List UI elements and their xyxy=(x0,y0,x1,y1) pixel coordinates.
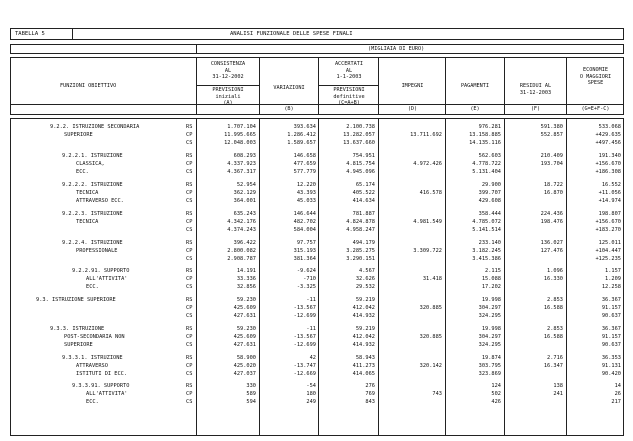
table-cell: 4.778.722 xyxy=(472,161,501,167)
row-code: CP xyxy=(186,276,193,282)
table-cell: 1.209 xyxy=(605,276,621,282)
table-cell: 426 xyxy=(491,399,501,405)
table-cell: 743 xyxy=(432,391,442,397)
row-code: RS xyxy=(186,240,193,246)
table-cell: 198.807 xyxy=(598,211,621,217)
table-cell: 13.637.660 xyxy=(343,140,375,146)
table-label: TABELLA 5 xyxy=(15,31,45,37)
row-code: CP xyxy=(186,391,193,397)
table-cell: 12.220 xyxy=(296,182,316,188)
table-cell: 425.609 xyxy=(233,334,256,340)
table-cell: 15.088 xyxy=(481,276,501,282)
table-cell: 138 xyxy=(553,383,563,389)
row-label: 9.3.3.1. ISTRUZIONE xyxy=(62,355,123,361)
table-cell: 4.337.923 xyxy=(227,161,256,167)
table-cell: 249 xyxy=(306,399,316,405)
table-cell: 13.282.057 xyxy=(343,132,375,138)
row-label: TECNICA xyxy=(76,219,99,225)
header-residui: RESIDUI AL 31-12-2003 xyxy=(519,83,552,96)
table-cell: 14.135.116 xyxy=(469,140,501,146)
table-cell: 303.795 xyxy=(478,363,501,369)
table-cell: 976.281 xyxy=(478,124,501,130)
table-cell: +14.974 xyxy=(598,198,621,204)
table-cell: 16.347 xyxy=(543,363,563,369)
table-cell: 414.932 xyxy=(352,342,375,348)
table-cell: 3.415.386 xyxy=(472,256,501,262)
table-cell: 36.367 xyxy=(601,326,621,332)
table-cell: 324.295 xyxy=(478,342,501,348)
table-cell: 16.330 xyxy=(543,276,563,282)
table-cell: 482.702 xyxy=(293,219,316,225)
row-code: RS xyxy=(186,268,193,274)
table-cell: -12.669 xyxy=(293,371,316,377)
table-cell: 11.995.665 xyxy=(224,132,256,138)
table-cell: 14 xyxy=(614,383,621,389)
table-cell: 405.522 xyxy=(352,190,375,196)
table-cell: -13.567 xyxy=(293,334,316,340)
table-cell: 358.444 xyxy=(478,211,501,217)
table-cell: 180 xyxy=(306,391,316,397)
row-label: SUPERIORE xyxy=(64,342,93,348)
row-code: CS xyxy=(186,227,193,233)
table-title: ANALISI FUNZIONALE DELLE SPESE FINALI xyxy=(230,31,353,37)
row-code: CP xyxy=(186,248,193,254)
row-label: SUPERIORE xyxy=(64,132,93,138)
table-cell: 29.532 xyxy=(355,284,375,290)
row-code: CS xyxy=(186,256,193,262)
table-cell: 584.004 xyxy=(293,227,316,233)
table-cell: 4.981.549 xyxy=(413,219,442,225)
table-cell: 97.757 xyxy=(296,240,316,246)
table-cell: 17.202 xyxy=(481,284,501,290)
table-cell: 427.631 xyxy=(233,313,256,319)
table-cell: 320.885 xyxy=(419,334,442,340)
table-cell: 754.951 xyxy=(352,153,375,159)
header-economie-code: (G=E+F-C) xyxy=(581,106,610,112)
header-residui-code: (F) xyxy=(530,106,541,112)
row-code: RS xyxy=(186,326,193,332)
table-cell: 562.603 xyxy=(478,153,501,159)
table-cell: 233.140 xyxy=(478,240,501,246)
table-cell: 477.659 xyxy=(293,161,316,167)
table-cell: 608.293 xyxy=(233,153,256,159)
row-label: ATTRAVERSO xyxy=(76,363,108,369)
table-cell: 90.420 xyxy=(601,371,621,377)
table-cell: 19.998 xyxy=(481,326,501,332)
table-cell: 635.243 xyxy=(233,211,256,217)
table-cell: 315.193 xyxy=(293,248,316,254)
row-label: 9.3.3.91. SUPPORTO xyxy=(72,383,130,389)
table-cell: 3.285.275 xyxy=(346,248,375,254)
table-cell: 4.972.426 xyxy=(413,161,442,167)
header-variazioni: VARIAZIONI xyxy=(273,85,305,91)
table-cell: 5.141.514 xyxy=(472,227,501,233)
row-code: CP xyxy=(186,132,193,138)
row-code: CP xyxy=(186,305,193,311)
table-cell: 414.634 xyxy=(352,198,375,204)
table-cell: 330 xyxy=(246,383,256,389)
table-cell: 4.824.878 xyxy=(346,219,375,225)
table-cell: 136.027 xyxy=(540,240,563,246)
table-cell: 146.644 xyxy=(293,211,316,217)
table-cell: 502 xyxy=(491,391,501,397)
table-cell: 26 xyxy=(614,391,621,397)
table-cell: +156.670 xyxy=(595,219,621,225)
table-cell: 146.658 xyxy=(293,153,316,159)
table-cell: 13.158.885 xyxy=(469,132,501,138)
table-cell: 198.476 xyxy=(540,219,563,225)
header-impegni: IMPEGNI xyxy=(401,83,424,89)
table-cell: 4.367.317 xyxy=(227,169,256,175)
table-cell: 425.020 xyxy=(233,363,256,369)
row-label: ALL'ATTIVITA' xyxy=(86,276,128,282)
table-cell: 4.567 xyxy=(359,268,375,274)
table-cell: 45.033 xyxy=(296,198,316,204)
table-cell: 3.309.722 xyxy=(413,248,442,254)
header-accertati: ACCERTATI AL 1-1-2003 xyxy=(334,61,364,80)
row-label: 9.2.2.91. SUPPORTO xyxy=(72,268,130,274)
table-cell: 396.422 xyxy=(233,240,256,246)
table-cell: -54 xyxy=(306,383,316,389)
row-label: ISTITUTI DI ECC. xyxy=(76,371,128,377)
table-cell: 4.958.247 xyxy=(346,227,375,233)
row-label: 9.2.2.1. ISTRUZIONE xyxy=(62,153,123,159)
table-cell: 125.011 xyxy=(598,240,621,246)
row-label: 9.3.3. ISTRUZIONE xyxy=(50,326,105,332)
table-cell: 16.870 xyxy=(543,190,563,196)
header-pagamenti-code: (E) xyxy=(470,106,480,112)
table-cell: -3.325 xyxy=(296,284,316,290)
table-cell: 4.342.176 xyxy=(227,219,256,225)
table-cell: 429.608 xyxy=(478,198,501,204)
table-cell: 18.722 xyxy=(543,182,563,188)
row-label: ATTRAVERSO ECC. xyxy=(76,198,124,204)
table-cell: 320.142 xyxy=(419,363,442,369)
table-cell: 399.707 xyxy=(478,190,501,196)
row-code: RS xyxy=(186,297,193,303)
table-cell: 323.869 xyxy=(478,371,501,377)
table-cell: 591.380 xyxy=(540,124,563,130)
table-cell: 1.286.412 xyxy=(287,132,316,138)
table-cell: 3.182.245 xyxy=(472,248,501,254)
row-code: CS xyxy=(186,399,193,405)
table-cell: 381.364 xyxy=(293,256,316,262)
table-cell: 843 xyxy=(365,399,375,405)
table-cell: +183.270 xyxy=(595,227,621,233)
units-bar xyxy=(10,44,624,54)
row-label: ECC. xyxy=(86,284,99,290)
table-cell: 4.815.754 xyxy=(346,161,375,167)
table-cell: 13.711.692 xyxy=(410,132,442,138)
table-cell: 414.932 xyxy=(352,313,375,319)
row-label: POST-SECONDARIA NON xyxy=(64,334,125,340)
table-cell: 4.374.243 xyxy=(227,227,256,233)
table-cell: -11 xyxy=(306,297,316,303)
row-label: ALL'ATTIVITA' xyxy=(86,391,128,397)
table-cell: 19.874 xyxy=(481,355,501,361)
table-cell: +429.635 xyxy=(595,132,621,138)
header-impegni-code: (D) xyxy=(407,106,418,112)
table-cell: 414.065 xyxy=(352,371,375,377)
table-cell: 59.219 xyxy=(355,297,375,303)
table-cell: 224.436 xyxy=(540,211,563,217)
table-cell: 362.129 xyxy=(233,190,256,196)
table-cell: 416.578 xyxy=(419,190,442,196)
table-cell: 32.626 xyxy=(355,276,375,282)
row-code: RS xyxy=(186,383,193,389)
table-cell: +497.456 xyxy=(595,140,621,146)
table-cell: 127.476 xyxy=(540,248,563,254)
table-cell: 304.297 xyxy=(478,334,501,340)
table-cell: -710 xyxy=(303,276,316,282)
table-cell: 32.856 xyxy=(236,284,256,290)
table-cell: 91.131 xyxy=(601,363,621,369)
row-label: PROFESSIONALE xyxy=(76,248,118,254)
row-code: CS xyxy=(186,284,193,290)
table-cell: 29.900 xyxy=(481,182,501,188)
table-cell: +104.447 xyxy=(595,248,621,254)
table-cell: 393.634 xyxy=(293,124,316,130)
table-cell: 276 xyxy=(365,383,375,389)
table-cell: 4.785.072 xyxy=(472,219,501,225)
header-previsioni-iniziali: PREVISIONI iniziali (A) xyxy=(212,87,244,106)
table-cell: 364.001 xyxy=(233,198,256,204)
table-cell: 324.295 xyxy=(478,313,501,319)
table-cell: 1.096 xyxy=(547,268,563,274)
table-cell: 494.179 xyxy=(352,240,375,246)
row-code: RS xyxy=(186,355,193,361)
table-cell: 533.068 xyxy=(598,124,621,130)
table-cell: 16.588 xyxy=(543,305,563,311)
table-cell: 304.297 xyxy=(478,305,501,311)
units-label: (MIGLIAIA DI EURO) xyxy=(368,46,425,52)
header-economie: ECONOMIE O MAGGIORI SPESE xyxy=(579,67,612,86)
table-cell: 42 xyxy=(309,355,316,361)
table-cell: +156.670 xyxy=(595,161,621,167)
table-cell: 5.131.404 xyxy=(472,169,501,175)
table-cell: 589 xyxy=(246,391,256,397)
table-cell: 412.042 xyxy=(352,305,375,311)
table-cell: -9.624 xyxy=(296,268,316,274)
table-cell: 59.230 xyxy=(236,326,256,332)
row-label: TECNICA xyxy=(76,190,99,196)
row-label: ECC. xyxy=(86,399,99,405)
table-cell: 2.853 xyxy=(547,297,563,303)
table-cell: 91.157 xyxy=(601,334,621,340)
table-cell: 2.908.787 xyxy=(227,256,256,262)
table-cell: 1.157 xyxy=(605,268,621,274)
table-cell: 58.943 xyxy=(355,355,375,361)
row-code: CS xyxy=(186,140,193,146)
table-cell: 320.885 xyxy=(419,305,442,311)
table-cell: 2.716 xyxy=(547,355,563,361)
table-cell: 193.704 xyxy=(540,161,563,167)
table-cell: 241 xyxy=(553,391,563,397)
table-cell: -11 xyxy=(306,326,316,332)
row-label: 9.2.2.2. ISTRUZIONE xyxy=(62,182,123,188)
header-variazioni-code: (B) xyxy=(284,106,294,112)
table-cell: 59.230 xyxy=(236,297,256,303)
row-label: ECC. xyxy=(76,169,89,175)
table-cell: 59.219 xyxy=(355,326,375,332)
header-pagamenti: PAGAMENTI xyxy=(460,83,490,89)
row-code: RS xyxy=(186,211,193,217)
table-cell: 427.037 xyxy=(233,371,256,377)
table-cell: 552.857 xyxy=(540,132,563,138)
table-cell: 427.631 xyxy=(233,342,256,348)
table-cell: +11.056 xyxy=(598,190,621,196)
table-cell: 217 xyxy=(611,399,621,405)
table-cell: 16.552 xyxy=(601,182,621,188)
table-cell: 33.336 xyxy=(236,276,256,282)
row-code: CS xyxy=(186,169,193,175)
table-cell: 36.353 xyxy=(601,355,621,361)
table-cell: 1.589.657 xyxy=(287,140,316,146)
header-funzioni: FUNZIONI OBIETTIVO xyxy=(60,83,117,89)
table-cell: -12.699 xyxy=(293,342,316,348)
table-cell: 594 xyxy=(246,399,256,405)
table-cell: 124 xyxy=(491,383,501,389)
table-cell: +125.235 xyxy=(595,256,621,262)
table-cell: 90.637 xyxy=(601,342,621,348)
row-code: CP xyxy=(186,190,193,196)
table-cell: 425.609 xyxy=(233,305,256,311)
table-cell: 14.191 xyxy=(236,268,256,274)
header-previsioni-definitive: PREVISIONI definitive (C=A+B) xyxy=(333,87,365,106)
table-cell: 210.409 xyxy=(540,153,563,159)
row-label: 9.2.2. ISTRUZIONE SECONDARIA xyxy=(50,124,140,130)
row-code: RS xyxy=(186,153,193,159)
table-cell: 2.853 xyxy=(547,326,563,332)
table-cell: 2.115 xyxy=(485,268,501,274)
table-cell: -13.747 xyxy=(293,363,316,369)
table-cell: 12.258 xyxy=(601,284,621,290)
table-cell: 191.340 xyxy=(598,153,621,159)
row-code: RS xyxy=(186,124,193,130)
row-code: CP xyxy=(186,161,193,167)
row-code: RS xyxy=(186,182,193,188)
table-cell: 781.887 xyxy=(352,211,375,217)
table-cell: 769 xyxy=(365,391,375,397)
table-cell: 19.998 xyxy=(481,297,501,303)
row-code: CS xyxy=(186,198,193,204)
table-cell: 31.418 xyxy=(422,276,442,282)
row-code: CP xyxy=(186,363,193,369)
table-cell: 1.707.104 xyxy=(227,124,256,130)
row-code: CP xyxy=(186,334,193,340)
row-code: CS xyxy=(186,342,193,348)
table-cell: 4.945.096 xyxy=(346,169,375,175)
table-cell: 412.042 xyxy=(352,334,375,340)
table-cell: 2.800.082 xyxy=(227,248,256,254)
table-cell: 2.100.738 xyxy=(346,124,375,130)
table-cell: 65.174 xyxy=(355,182,375,188)
row-label: 9.2.2.3. ISTRUZIONE xyxy=(62,211,123,217)
row-code: CP xyxy=(186,219,193,225)
table-cell: 36.367 xyxy=(601,297,621,303)
table-cell: 577.779 xyxy=(293,169,316,175)
row-code: CS xyxy=(186,371,193,377)
row-code: CS xyxy=(186,313,193,319)
table-cell: 43.393 xyxy=(296,190,316,196)
table-cell: -13.567 xyxy=(293,305,316,311)
table-cell: 52.954 xyxy=(236,182,256,188)
table-cell: 58.900 xyxy=(236,355,256,361)
table-cell: 12.048.003 xyxy=(224,140,256,146)
table-cell: 91.157 xyxy=(601,305,621,311)
table-cell: 3.290.151 xyxy=(346,256,375,262)
row-label: 9.2.2.4. ISTRUZIONE xyxy=(62,240,123,246)
table-cell: +186.308 xyxy=(595,169,621,175)
row-label: CLASSICA, xyxy=(76,161,105,167)
table-cell: 411.273 xyxy=(352,363,375,369)
row-label: 9.3. ISTRUZIONE SUPERIORE xyxy=(36,297,116,303)
table-cell: -12.699 xyxy=(293,313,316,319)
table-cell: 90.637 xyxy=(601,313,621,319)
header-consistenza: CONSISTENZA AL 31-12-2002 xyxy=(210,61,246,80)
table-cell: 16.588 xyxy=(543,334,563,340)
